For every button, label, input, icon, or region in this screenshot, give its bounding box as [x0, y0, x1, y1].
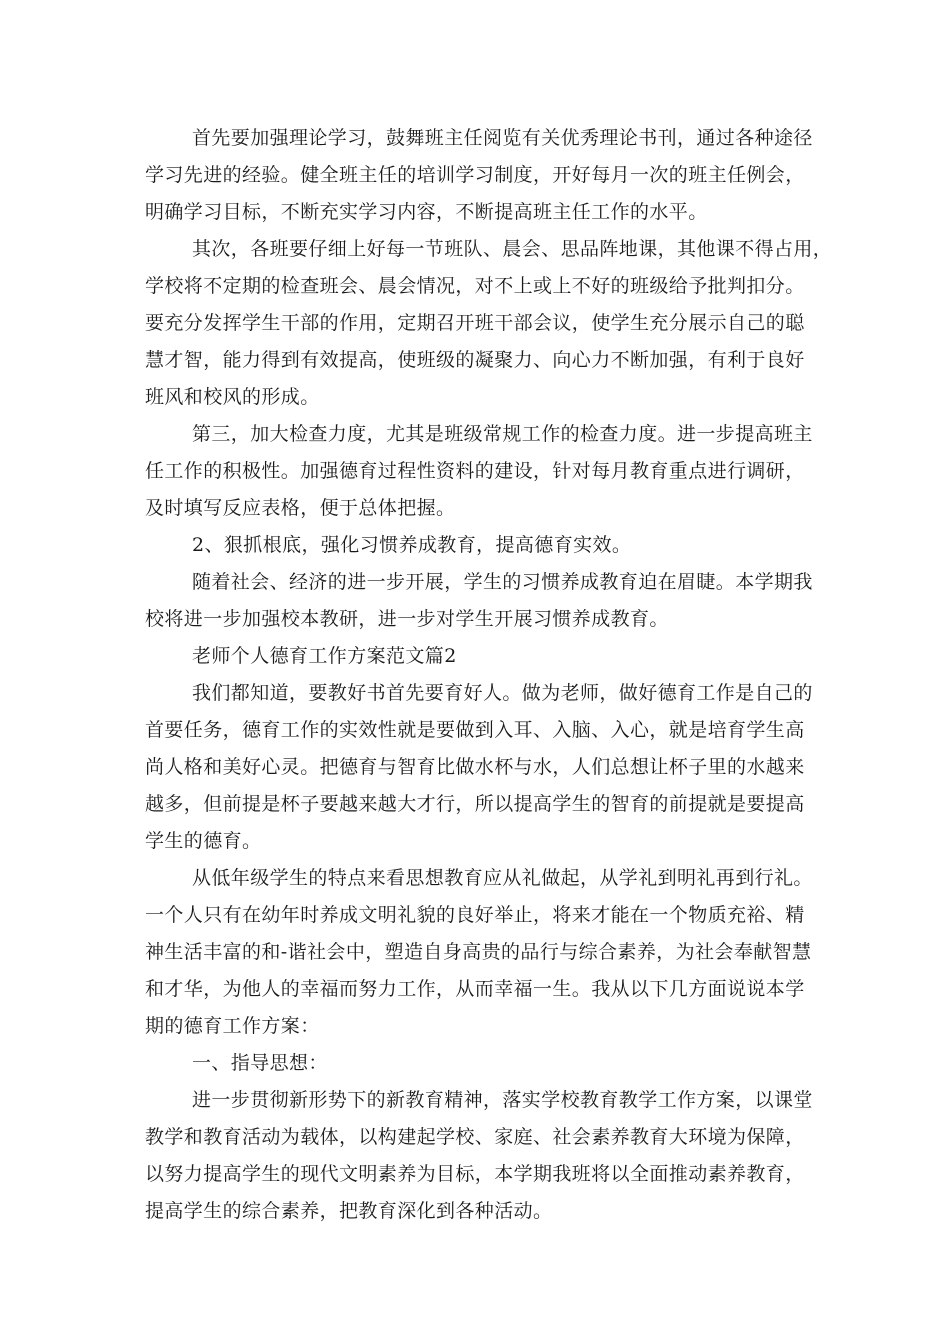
text-line: 一个人只有在幼年时养成文明礼貌的良好举止，将来才能在一个物质充裕、精 [145, 904, 805, 926]
text-line: 期的德育工作方案： [145, 1015, 320, 1037]
text-line: 提高学生的综合素养，把教育深化到各种活动。 [145, 1200, 553, 1222]
text-line: 首要任务，德育工作的实效性就是要做到入耳、入脑、入心，就是培育学生高 [145, 719, 805, 741]
text-line: 要充分发挥学生干部的作用，定期召开班干部会议，使学生充分展示自己的聪 [145, 312, 805, 334]
text-line: 2、狠抓根底，强化习惯养成教育，提高德育实效。 [192, 534, 632, 556]
text-line: 以努力提高学生的现代文明素养为目标，本学期我班将以全面推动素养教育， [145, 1163, 805, 1185]
text-line: 慧才智，能力得到有效提高，使班级的凝聚力、向心力不断加强，有利于良好 [145, 349, 805, 371]
text-line: 进一步贯彻新形势下的新教育精神，落实学校教育教学工作方案，以课堂 [192, 1089, 813, 1111]
text-line: 校将进一步加强校本教研，进一步对学生开展习惯养成教育。 [145, 608, 669, 630]
text-line: 和才华，为他人的幸福而努力工作，从而幸福一生。我从以下几方面说说本学 [145, 978, 805, 1000]
text-line: 我们都知道，要教好书首先要育好人。做为老师，做好德育工作是自己的 [192, 682, 813, 704]
text-line: 及时填写反应表格，便于总体把握。 [145, 497, 456, 519]
text-line: 学生的德育。 [145, 830, 262, 852]
text-line: 神生活丰富的和-谐社会中，塑造自身高贵的品行与综合素养，为社会奉献智慧 [145, 941, 812, 963]
heading-guiding-ideology: 一、指导思想： [192, 1052, 328, 1074]
text-line: 学校将不定期的检查班会、晨会情况，对不上或上不好的班级给予批判扣分。 [145, 275, 805, 297]
text-line: 班风和校风的形成。 [145, 386, 320, 408]
text-line: 第三，加大检查力度，尤其是班级常规工作的检查力度。进一步提高班主 [192, 423, 813, 445]
text-line: 随着社会、经济的进一步开展，学生的习惯养成教育迫在眉睫。本学期我 [192, 571, 813, 593]
text-line: 任工作的积极性。加强德育过程性资料的建设，针对每月教育重点进行调研， [145, 460, 805, 482]
section-title: 老师个人德育工作方案范文篇2 [192, 645, 457, 667]
text-line: 学习先进的经验。健全班主任的培训学习制度，开好每月一次的班主任例会， [145, 164, 805, 186]
text-line: 其次，各班要仔细上好每一节班队、晨会、思品阵地课，其他课不得占用， [192, 238, 833, 260]
text-line: 首先要加强理论学习，鼓舞班主任阅览有关优秀理论书刊，通过各种途径 [192, 127, 813, 149]
text-line: 越多，但前提是杯子要越来越大才行，所以提高学生的智育的前提就是要提高 [145, 793, 805, 815]
text-line: 明确学习目标，不断充实学习内容，不断提高班主任工作的水平。 [145, 201, 708, 223]
text-line: 教学和教育活动为载体，以构建起学校、家庭、社会素养教育大环境为保障， [145, 1126, 805, 1148]
text-line: 尚人格和美好心灵。把德育与智育比做水杯与水，人们总想让杯子里的水越来 [145, 756, 805, 778]
text-line: 从低年级学生的特点来看思想教育应从礼做起，从学礼到明礼再到行礼。 [192, 867, 813, 889]
